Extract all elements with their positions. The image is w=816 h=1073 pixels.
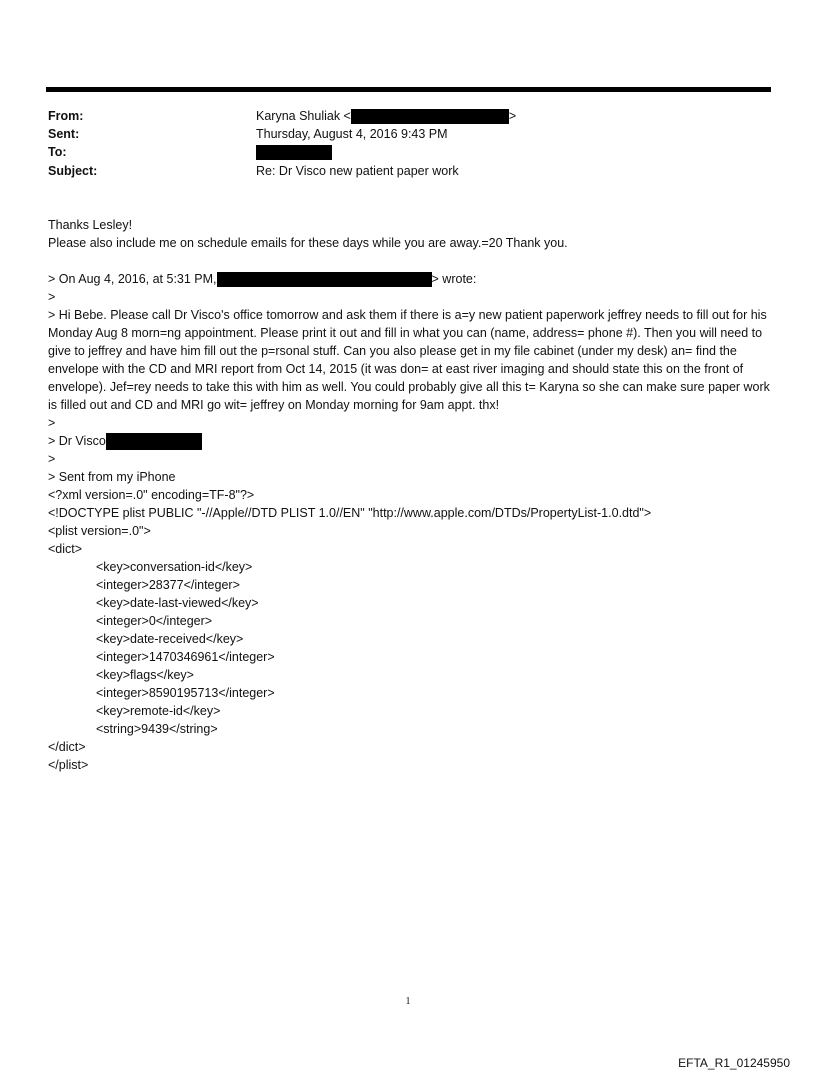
plist-entry: <key>conversation-id</key> (96, 560, 253, 575)
quote-suffix: > wrote: (431, 272, 477, 286)
redaction-box (351, 109, 509, 124)
plist-entry: <integer>28377</integer> (96, 578, 240, 593)
redaction-box (256, 145, 332, 160)
to-label: To: (48, 145, 67, 159)
plist-close: </plist> (48, 758, 89, 773)
dr-visco: > Dr Visco (48, 434, 106, 448)
page-number: 1 (405, 996, 411, 1007)
to-value (256, 143, 756, 161)
plist-entry: <integer>0</integer> (96, 614, 213, 629)
subject-label: Subject: (48, 164, 98, 178)
from-value (256, 107, 756, 125)
from-name: Karyna Shuliak < (256, 109, 351, 123)
redaction-box (106, 433, 202, 450)
quote-prefix: > On Aug 4, 2016, at 5:31 PM, (48, 272, 217, 286)
body-line: Thanks Lesley! (48, 218, 133, 232)
sent-value: Thursday, August 4, 2016 9:43 PM (256, 127, 448, 141)
plist-entry: <key>date-last-viewed</key> (96, 596, 259, 611)
plist-entry: <key>flags</key> (96, 668, 194, 683)
from-label: From: (48, 109, 84, 123)
dict-close: </dict> (48, 740, 86, 755)
blank-line (48, 252, 770, 270)
plist-entry: <key>date-received</key> (96, 632, 244, 647)
redaction-box (217, 272, 432, 287)
xml-declaration: <?xml version=.0" encoding=TF-8"?> (48, 488, 255, 503)
body-line: Please also include me on schedule emails for these days while you are away.=20 Thank you. (48, 236, 568, 250)
plist-open: <plist version=.0"> (48, 524, 151, 539)
quote-marker: > (48, 416, 56, 430)
plist-entry: <integer>1470346961</integer> (96, 650, 275, 665)
from-suffix: > (508, 109, 517, 123)
plist-entry: <key>remote-id</key> (96, 704, 221, 719)
quote-header (48, 270, 770, 288)
plist-entry: <string>9439</string> (96, 722, 218, 737)
sent-label: Sent: (48, 127, 80, 141)
header-rule (46, 87, 771, 92)
xml-doctype: <!DOCTYPE plist PUBLIC "-//Apple//DTD PLIST 1.0//EN" "http://www.apple.com/DTDs/PropertyList-1.0.dtd"> (48, 506, 652, 521)
sent-from: > Sent from my iPhone (48, 470, 176, 485)
quote-marker: > (48, 290, 56, 304)
subject-value: Re: Dr Visco new patient paper work (256, 164, 459, 178)
dr-visco-line (48, 432, 770, 450)
quoted-paragraph: > Hi Bebe. Please call Dr Visco's office tomorrow and ask them if there is a=y new patient paperwork jeffrey needs to fill out for his Monday Aug 8 morn=ng appointment. Please print it out and fill in what you can (name, address= phone #). Then you will need to give to jeffrey and have him fill out the p=rsonal stuff. Can you also please get in my file cabinet (under my desk) an= find the envelope with the CD and MRI report from Oct 14, 2015 (it was don= at east river imaging and should state this on the front of envelope). Jef=rey needs to take this with him as well. You could probably give all this t= Karyna so she can make sure paper work is filled out and CD and MRI go wit= jeffrey on Monday morning for 9am appt. thx! (48, 308, 770, 412)
plist-entry: <integer>8590195713</integer> (96, 686, 275, 701)
email-body (48, 216, 770, 774)
dict-open: <dict> (48, 542, 83, 557)
bates-number: EFTA_R1_01245950 (678, 1056, 790, 1070)
quote-marker: > (48, 452, 56, 467)
